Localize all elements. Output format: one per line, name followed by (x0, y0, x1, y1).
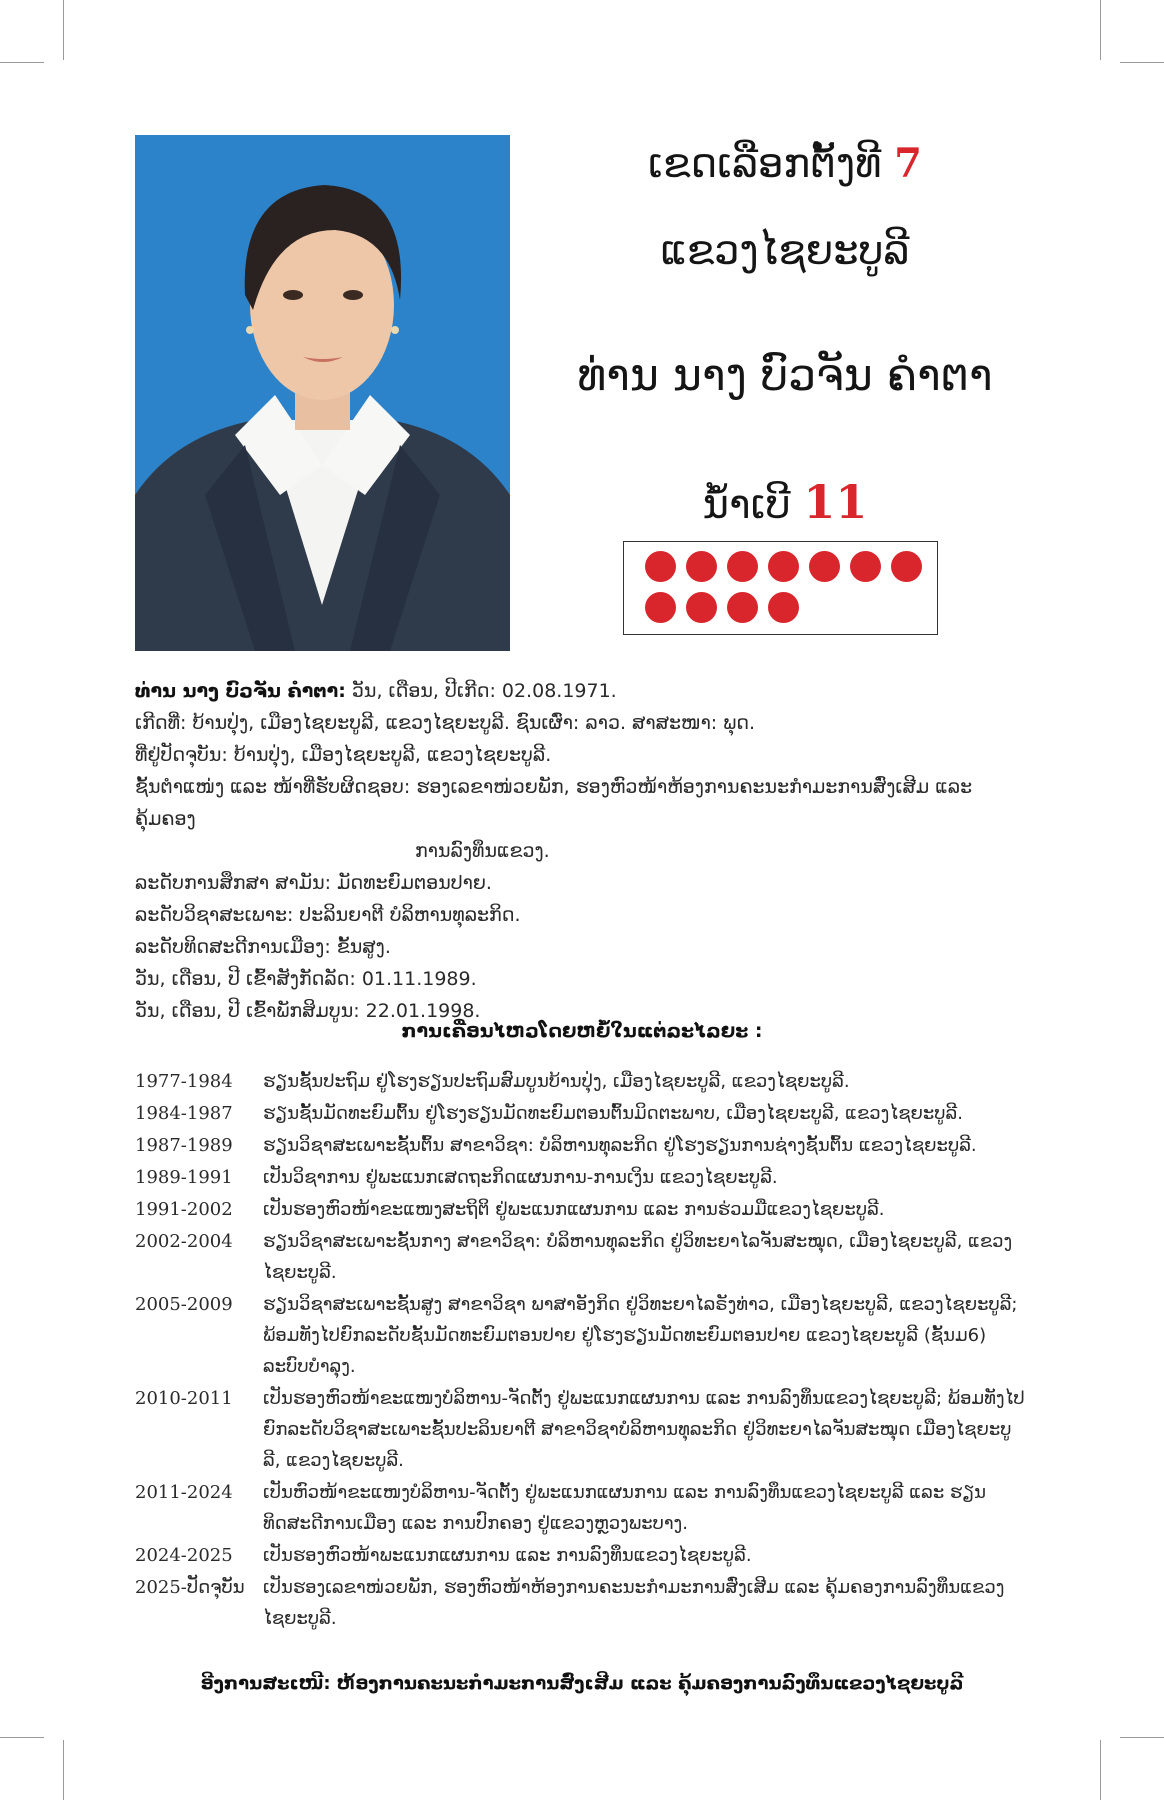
info-joined-party: ວັນ, ເດືອນ, ປີ ເຂົ້າພັກສິມບູນ: 22.01.1998. (135, 1000, 481, 1022)
candidate-info (135, 675, 1035, 1027)
timeline-row (135, 1226, 1025, 1288)
ballot-dot (727, 551, 758, 582)
timeline-desc: ຮຽນວິຊາສະເພາະຊັ້ນສູງ ສາຂາວິຊາ ພາສາອັງກິດ ຢູ່ວິທະຍາໄລຣັງທ່າວ, ເມືອງໄຊຍະບູລີ, ແຂວງໄຊຍະບູລີ; ພ້ອມທັງໄປຍົກລະດັບຊັ້ນມັດທະຍົມຕອນປາຍ ຢູ່ໂຮງຮຽນມັດທະຍົມຕອນປາຍ ແຂວງໄຊຍະບູລີ (ຊັ້ນມ6) ລະບົບບຳລຸງ. (263, 1294, 1018, 1377)
timeline (135, 1066, 1025, 1635)
candidate-photo (135, 135, 510, 651)
timeline-desc: ຮຽນວິຊາສະເພາະຊັ້ນຕົ້ນ ສາຂາວິຊາ: ບໍລິຫານທຸລະກິດ ຢູ່ໂຮງຮຽນການຊ່າງຊັ້ນຕົ້ນ ແຂວງໄຊຍະບູລີ. (263, 1135, 977, 1156)
crop-mark (0, 62, 44, 63)
timeline-year: 2025-ປັດຈຸບັນ (135, 1577, 245, 1598)
timeline-year: 1991-2002 (135, 1199, 233, 1220)
timeline-desc: ເປັນຮອງເລຂາໜ່ວຍພັກ, ຮອງຫົວໜ້າຫ້ອງການຄະນະກຳມະການສົ່ງເສີມ ແລະ ຄຸ້ມຄອງການລົງທຶນແຂວງໄຊຍະບູລີ. (263, 1577, 1005, 1629)
timeline-year: 2002-2004 (135, 1231, 233, 1252)
info-joined-org: ວັນ, ເດືອນ, ປີ ເຂົ້າສັງກັດລັດ: 01.11.1989. (135, 968, 477, 990)
timeline-row (135, 1098, 1025, 1129)
crop-mark (1100, 0, 1101, 60)
timeline-row (135, 1289, 1025, 1382)
ballot-dot (727, 592, 758, 623)
ballot-number-value: 11 (803, 475, 868, 529)
timeline-row (135, 1383, 1025, 1476)
crop-mark (1100, 1740, 1101, 1800)
timeline-row (135, 1540, 1025, 1571)
timeline-row (135, 1572, 1025, 1634)
constituency-heading: ເຂດເລືອກຕັ້ງທີ 7 (648, 140, 922, 187)
ballot-dot (686, 592, 717, 623)
info-dob: ທ່ານ ນາງ ບົວຈັນ ຄຳຕາ: ວັນ, ເດືອນ, ປີເກີດ: 02.08.1971. (135, 680, 617, 702)
timeline-year: 1984-1987 (135, 1103, 233, 1124)
ballot-dot (645, 592, 676, 623)
timeline-row (135, 1162, 1025, 1193)
crop-mark (1120, 62, 1164, 63)
timeline-desc: ຮຽນວິຊາສະເພາະຊັ້ນກາງ ສາຂາວິຊາ: ບໍລິຫານທຸລະກິດ ຢູ່ວິທະຍາໄລຈັນສະໝຸດ, ເມືອງໄຊຍະບູລີ, ແຂວງໄຊຍະບູລີ. (263, 1231, 1013, 1283)
timeline-row (135, 1194, 1025, 1225)
province-heading: ແຂວງໄຊຍະບູລີ (660, 228, 910, 274)
timeline-title: ການເຄື່ອນໄຫວໂດຍຫຍໍ້ໃນແຕ່ລະໄລຍະ : (401, 1020, 763, 1042)
candidate-name: ທ່ານ ນາງ ບົວຈັນ ຄຳຕາ (577, 350, 993, 401)
timeline-desc: ເປັນຫົວໜ້າຂະແໜງບໍລິຫານ-ຈັດຕັ້ງ ຢູ່ພະແນກແຜນການ ແລະ ການລົງທຶນແຂວງໄຊຍະບູລີ ແລະ ຮຽນທິດສະດີການເມືອງ ແລະ ການປົກຄອງ ຢູ່ແຂວງຫຼວງພະບາງ. (263, 1482, 987, 1534)
timeline-desc: ເປັນຮອງຫົວໜ້າພະແນກແຜນການ ແລະ ການລົງທຶນແຂວງໄຊຍະບູລີ. (263, 1545, 752, 1566)
ballot-dot (645, 551, 676, 582)
ballot-dot (850, 551, 881, 582)
crop-mark (63, 1740, 64, 1800)
timeline-desc: ເປັນຮອງຫົວໜ້າຂະແໜງບໍລິຫານ-ຈັດຕັ້ງ ຢູ່ພະແນກແຜນການ ແລະ ການລົງທຶນແຂວງໄຊຍະບູລີ; ພ້ອມທັງໄປຍົກລະດັບວິຊາສະເພາະຊັ້ນປະລິນຍາຕີ ສາຂາວິຊາບໍລິຫານທຸລະກິດ ຢູ່ວິທະຍາໄລຈັນສະໝຸດ ເມືອງໄຊຍະບູລີ, ແຂວງໄຊຍະບູລີ. (263, 1388, 1025, 1471)
ballot-dot (809, 551, 840, 582)
crop-mark (63, 0, 64, 60)
ballot-dot (768, 592, 799, 623)
constituency-number: 7 (894, 140, 922, 187)
info-position-cont: ການລົງທຶນແຂວງ. (415, 840, 550, 862)
crop-mark (1120, 1737, 1164, 1738)
timeline-desc: ເປັນຮອງຫົວໜ້າຂະແໜງສະຖິຕິ ຢູ່ພະແນກແຜນການ ແລະ ການຮ່ວມມືແຂວງໄຊຍະບູລີ. (263, 1199, 885, 1220)
ballot-dot (686, 551, 717, 582)
ballot-dot (768, 551, 799, 582)
ballot-number: ນໍ້າເບີ 11 (702, 475, 868, 529)
info-birthplace: ເກີດທີ່: ບ້ານປຸ່ງ, ເມືອງໄຊຍະບູລີ, ແຂວງໄຊຍະບູລີ. ຊົນເຜົ່າ: ລາວ. ສາສະໜາ: ພຸດ. (135, 712, 756, 734)
info-political: ລະດັບທິດສະດີການເມືອງ: ຂັ້ນສູງ. (135, 936, 391, 958)
timeline-year: 1977-1984 (135, 1071, 233, 1092)
timeline-year: 1989-1991 (135, 1167, 233, 1188)
timeline-row (135, 1066, 1025, 1097)
ballot-dot (891, 551, 922, 582)
info-education: ລະດັບການສຶກສາ ສາມັນ: ມັດທະຍົມຕອນປາຍ. (135, 872, 492, 894)
timeline-row (135, 1477, 1025, 1539)
timeline-row (135, 1130, 1025, 1161)
info-position: ຊັ້ນຕຳແໜ່ງ ແລະ ໜ້າທີ່ຮັບຜິດຊອບ: ຮອງເລຂາໜ່ວຍພັກ, ຮອງຫົວໜ້າຫ້ອງການຄະນະກຳມະການສົ່ງເສີມ ແລະ ຄຸ້ມຄອງ (135, 776, 973, 830)
info-specialty: ລະດັບວິຊາສະເພາະ: ປະລິນຍາຕີ ບໍລິຫານທຸລະກິດ. (135, 904, 521, 926)
timeline-desc: ຮຽນຊັ້ນປະຖົມ ຢູ່ໂຮງຮຽນປະຖົມສົມບູນບ້ານປຸ່ງ, ເມືອງໄຊຍະບູລີ, ແຂວງໄຊຍະບູລີ. (263, 1071, 850, 1092)
timeline-year: 2011-2024 (135, 1482, 233, 1503)
footer-reference: ອີງການສະເໜີ: ຫ້ອງການຄະນະກຳມະການສົ່ງເສີມ ແລະ ຄຸ້ມຄອງການລົງທຶນແຂວງໄຊຍະບູລີ (200, 1673, 964, 1694)
crop-mark (0, 1737, 44, 1738)
timeline-desc: ຮຽນຊັ້ນມັດທະຍົມຕົ້ນ ຢູ່ໂຮງຮຽນມັດທະຍົມຕອນຕົ້ນມິດຕະພາບ, ເມືອງໄຊຍະບູລີ, ແຂວງໄຊຍະບູລີ. (263, 1103, 963, 1124)
info-residence: ທີ່ຢູ່ປັດຈຸບັນ: ບ້ານປຸ່ງ, ເມືອງໄຊຍະບູລີ, ແຂວງໄຊຍະບູລີ. (135, 744, 552, 766)
timeline-desc: ເປັນວິຊາການ ຢູ່ພະແນກເສດຖະກິດແຜນການ-ການເງິນ ແຂວງໄຊຍະບູລີ. (263, 1167, 778, 1188)
timeline-year: 2005-2009 (135, 1294, 233, 1315)
timeline-year: 1987-1989 (135, 1135, 233, 1156)
timeline-year: 2024-2025 (135, 1545, 233, 1566)
timeline-year: 2010-2011 (135, 1388, 233, 1409)
ballot-dots-box (623, 541, 938, 635)
